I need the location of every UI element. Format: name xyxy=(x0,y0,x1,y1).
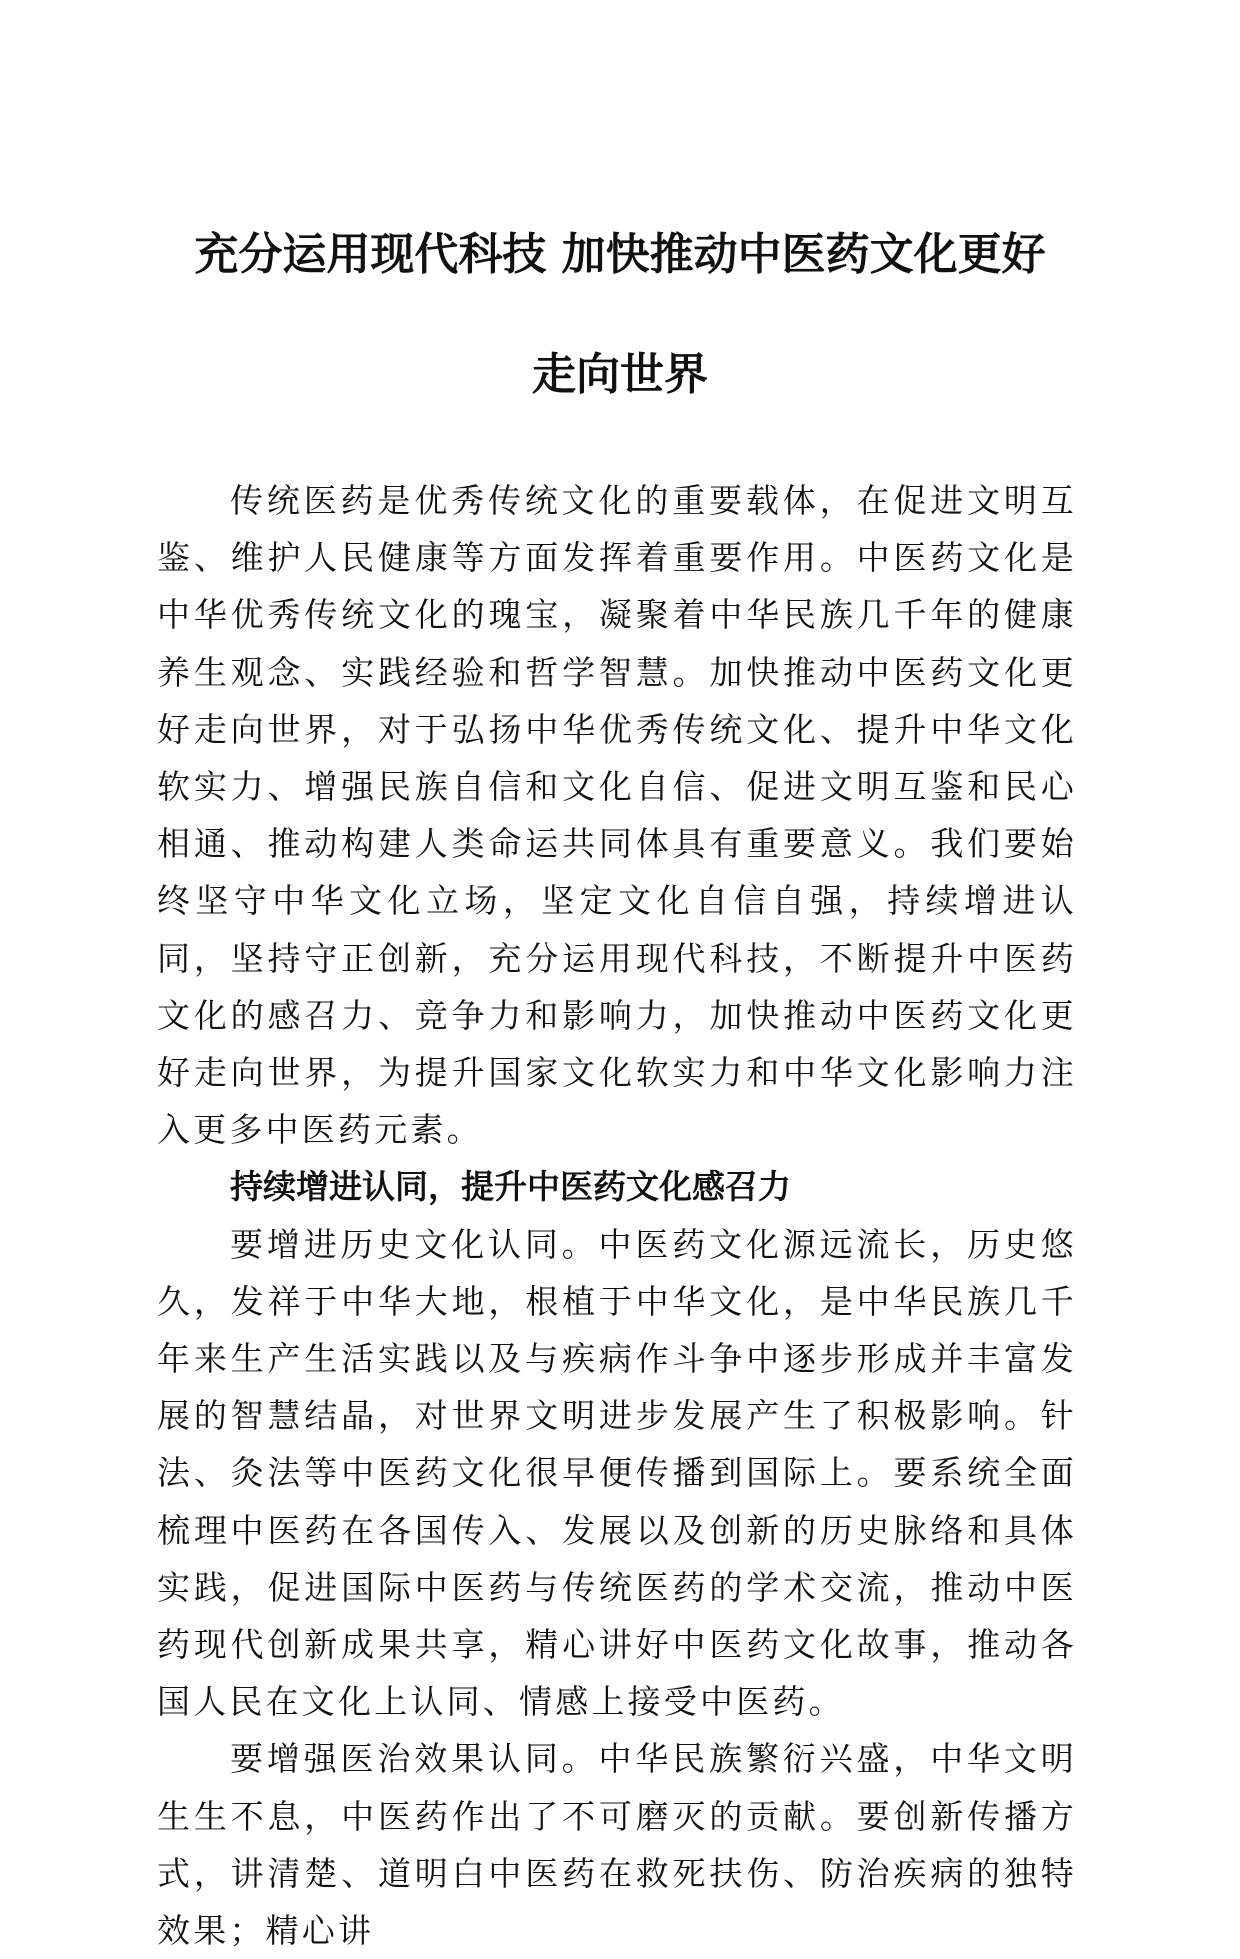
document-title-line-2: 走向世界 xyxy=(532,349,708,400)
document-title-line-1: 充分运用现代科技 加快推动中医药文化更好 xyxy=(194,229,1046,280)
body-paragraph-history: 要增进历史文化认同。中医药文化源远流长，历史悠久，发祥于中华大地，根植于中华文化，是中华民族几千年来生产生活实践以及与疾病作斗争中逐步形成并丰富发展的智慧结晶，对世界文明进步发展产生了积极影响。针法、灸法等中医药文化很早便传播到国际上。要系统全面梳理中医药在各国传入、发展以及创新的历史脉络和具体实践，促进国际中医药与传统医药的学术交流，推动中医药现代创新成果共享，精心讲好中医药文化故事，推动各国人民在文化上认同、情感上接受中医药。 xyxy=(157,1224,1077,1722)
section-heading: 持续增进认同，提升中医药文化感召力 xyxy=(230,1167,791,1207)
body-paragraph-intro: 传统医药是优秀传统文化的重要载体，在促进文明互鉴、维护人民健康等方面发挥着重要作用。中医药文化是中华优秀传统文化的瑰宝，凝聚着中华民族几千年的健康养生观念、实践经验和哲学智慧。加快推动中医药文化更好走向世界，对于弘扬中华优秀传统文化、提升中华文化软实力、增强民族自信和文化自信、促进文明互鉴和民心相通、推动构建人类命运共同体具有重要意义。我们要始终坚守中华文化立场，坚定文化自信自强，持续增进认同，坚持守正创新，充分运用现代科技，不断提升中医药文化的感召力、竞争力和影响力，加快推动中医药文化更好走向世界，为提升国家文化软实力和中华文化影响力注入更多中医药元素。 xyxy=(157,481,1077,1150)
document-body xyxy=(157,472,1077,1959)
body-paragraph-efficacy: 要增强医治效果认同。中华民族繁衍兴盛，中华文明生生不息，中医药作出了不可磨灭的贡献。要创新传播方式，讲清楚、道明白中医药在救死扶伤、防治疾病的独特效果；精心讲 xyxy=(157,1739,1077,1951)
